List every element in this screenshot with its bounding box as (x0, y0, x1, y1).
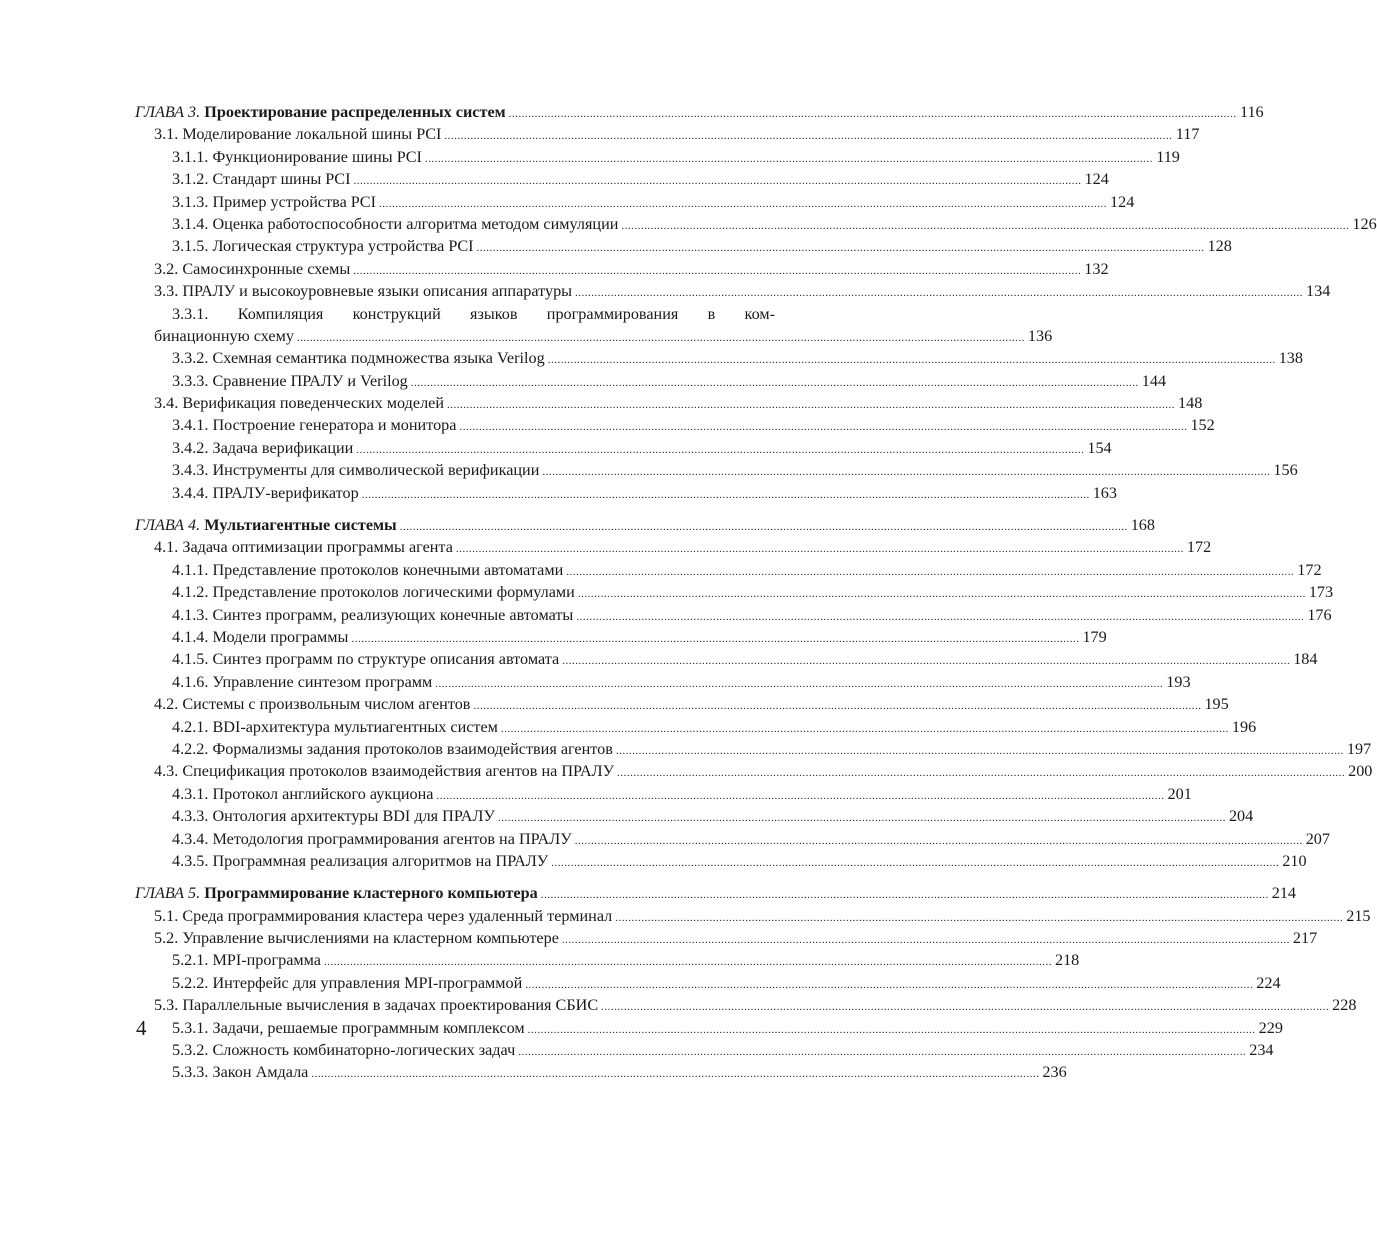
toc-entry-title: 5.3.2. Сложность комбинаторно-логических задач (172, 1041, 516, 1060)
toc-entry-page: 163 (1092, 483, 1117, 502)
toc-entry (135, 905, 1371, 927)
toc-entry-title: 3.1.5. Логическая структура устройства PCI (172, 237, 474, 256)
toc-entry-page: 172 (1186, 538, 1212, 557)
dot-leader (311, 1063, 1039, 1085)
toc-entry-title: 3.1.1. Функционирование шины PCI (172, 147, 422, 166)
toc-entry (135, 760, 1373, 782)
toc-entry-title: 3.1.2. Стандарт шины PCI (172, 170, 351, 189)
toc-entry-title-cont: бинационную схему (154, 326, 294, 345)
toc-entry-title: 5.2.2. Интерфейс для управления MPI-программой (172, 973, 523, 992)
toc-entry-title: 3.3.3. Сравнение ПРАЛУ и Verilog (172, 371, 408, 390)
toc-entry (135, 559, 1322, 581)
toc-entry-title: 4.1.1. Представление протоколов конечными автоматами (172, 560, 564, 579)
dot-leader (509, 103, 1237, 125)
toc-entry (135, 783, 1192, 805)
toc-entry-title: 4.2.1. BDI-архитектура мультиагентных систем (172, 717, 498, 736)
toc-entry-title: 4.1.5. Синтез программ по структуре описания автомата (172, 650, 560, 669)
dot-leader (411, 372, 1139, 394)
toc-entry-title: 4.1.2. Представление протоколов логическими формулами (172, 583, 575, 602)
toc-entry-page: 229 (1258, 1018, 1283, 1037)
toc-entry-page: 119 (1156, 147, 1180, 166)
toc-entry-page: 217 (1292, 929, 1318, 948)
toc-entry-page: 200 (1348, 762, 1373, 781)
toc-entry-page: 124 (1084, 170, 1109, 189)
toc-entry-title: 4.2. Системы с произвольным числом агентов (154, 695, 471, 714)
dot-leader (324, 951, 1052, 973)
toc-entry (135, 994, 1357, 1016)
toc-entry-title: 4.1.4. Модели программы (172, 627, 349, 646)
toc-entry (135, 604, 1332, 626)
toc-entry-title: 3.3. ПРАЛУ и высокоуровневые языки описания аппаратуры (154, 282, 573, 301)
toc-entry-title: 5.2.1. MPI-программа (172, 951, 321, 970)
dot-leader (621, 215, 1349, 237)
dot-leader (575, 282, 1303, 304)
toc-entry-page: 228 (1332, 996, 1357, 1015)
toc-entry-title: 3.3.1. Компиляция конструкций языков программирования в ком- (172, 304, 775, 323)
chapter-heading (135, 101, 506, 123)
toc-entry-page: 152 (1190, 416, 1215, 435)
dot-leader (447, 394, 1175, 416)
toc-entry (135, 146, 1180, 168)
toc-chapter-chapter4 (135, 514, 1155, 536)
toc-entry (135, 536, 1212, 558)
dot-leader (473, 695, 1201, 717)
dot-leader (351, 628, 1079, 650)
dot-leader (615, 907, 1343, 929)
toc-entry (135, 626, 1107, 648)
toc-entry-title: 5.3. Параллельные вычисления в задачах проектирования СБИС (154, 996, 599, 1015)
chapter-page: 214 (1271, 884, 1296, 903)
toc-entry (135, 1039, 1274, 1061)
toc-entry-continuation (135, 325, 1053, 347)
toc-entry-title: 3.4.2. Задача верификации (172, 438, 354, 457)
toc-entry-page: 134 (1306, 282, 1331, 301)
chapter-heading (135, 514, 397, 536)
dot-leader (525, 974, 1253, 996)
chapter-title: Мультиагентные системы (204, 516, 397, 535)
toc-entry (135, 168, 1109, 190)
dot-leader (562, 929, 1290, 951)
toc-entry-page: 176 (1307, 605, 1332, 624)
chapter-title: Программирование кластерного компьютера (204, 884, 538, 903)
toc-entry-page: 201 (1167, 784, 1192, 803)
dot-leader (425, 148, 1153, 170)
toc-entry-title: 4.3.3. Онтология архитектуры BDI для ПРАЛУ (172, 807, 495, 826)
toc-entry-title: 3.4.4. ПРАЛУ-верификатор (172, 483, 359, 502)
toc-entry (135, 648, 1318, 670)
toc-entry-page: 210 (1282, 851, 1307, 870)
toc-entry-title: 3.1.3. Пример устройства PCI (172, 192, 376, 211)
toc-entry-page: 224 (1256, 973, 1281, 992)
toc-entry (135, 693, 1229, 715)
toc-entry (135, 347, 1303, 369)
toc-entry-title: 4.3. Спецификация протоколов взаимодействия агентов на ПРАЛУ (154, 762, 615, 781)
toc-entry-page: 128 (1207, 237, 1232, 256)
toc-entry-page: 197 (1346, 739, 1372, 758)
toc-entry-title: 4.1. Задача оптимизации программы агента (154, 538, 453, 557)
dot-leader (400, 516, 1128, 538)
dot-leader (456, 538, 1184, 560)
toc-entry (135, 258, 1109, 280)
toc-entry-title: 4.3.4. Методология программирования агентов на ПРАЛУ (172, 829, 572, 848)
toc-entry-page: 195 (1204, 695, 1229, 714)
toc-entry (135, 738, 1372, 760)
toc-entry (135, 949, 1080, 971)
toc-entry-page: 218 (1054, 951, 1080, 970)
toc-entry-title: 3.3.2. Схемная семантика подмножества языка Verilog (172, 349, 545, 368)
toc-chapter-chapter5 (135, 882, 1296, 904)
toc-entry-title: 5.3.3. Закон Амдала (172, 1063, 309, 1082)
dot-leader (617, 762, 1345, 784)
toc-entry (135, 213, 1377, 235)
toc-entry-page: 215 (1346, 906, 1371, 925)
toc-entry (135, 280, 1331, 302)
toc-entry-page: 136 (1027, 326, 1053, 345)
toc-entry (135, 123, 1200, 145)
toc-chapter-chapter3 (135, 101, 1264, 123)
chapter-heading (135, 882, 538, 904)
toc-entry-title: 3.1. Моделирование локальной шины PCI (154, 125, 442, 144)
toc-entry-page: 156 (1273, 461, 1298, 480)
dot-leader (353, 260, 1081, 282)
toc-entry-page: 126 (1352, 214, 1377, 233)
dot-leader (548, 349, 1276, 371)
dot-leader (528, 1019, 1256, 1041)
dot-leader (601, 996, 1329, 1018)
toc-entry (135, 1061, 1067, 1083)
toc-entry (135, 303, 775, 325)
toc-entry (135, 581, 1334, 603)
toc-entry (135, 482, 1117, 504)
toc-entry-page: 179 (1082, 627, 1107, 646)
toc-entry (135, 850, 1307, 872)
toc-entry-title: 5.2. Управление вычислениями на кластерном компьютере (154, 929, 559, 948)
dot-leader (542, 461, 1270, 483)
table-of-contents (135, 101, 1377, 1084)
dot-leader (551, 852, 1279, 874)
toc-entry-title: 3.4.1. Построение генератора и монитора (172, 416, 457, 435)
dot-leader (379, 193, 1107, 215)
toc-entry-page: 132 (1084, 259, 1109, 278)
toc-entry (135, 1017, 1283, 1039)
toc-entry-page: 204 (1228, 807, 1254, 826)
page-number: 4 (136, 1016, 147, 1040)
dot-leader (435, 673, 1163, 695)
toc-entry-title: 3.4.3. Инструменты для символической верификации (172, 461, 540, 480)
toc-entry-page: 193 (1166, 672, 1191, 691)
toc-entry-page: 148 (1178, 394, 1203, 413)
toc-entry-title: 4.2.2. Формализмы задания протоколов взаимодействия агентов (172, 739, 613, 758)
toc-entry-page: 144 (1141, 371, 1167, 390)
chapter-title: Проектирование распределенных систем (204, 103, 506, 121)
dot-leader (576, 606, 1304, 628)
toc-entry (135, 437, 1112, 459)
toc-entry (135, 927, 1318, 949)
toc-entry-page: 172 (1297, 560, 1322, 579)
dot-leader (477, 237, 1205, 259)
toc-entry (135, 828, 1330, 850)
toc-entry-title: 4.3.5. Программная реализация алгоритмов на ПРАЛУ (172, 851, 549, 870)
dot-leader (578, 583, 1306, 605)
toc-entry (135, 414, 1215, 436)
chapter-page: 168 (1130, 516, 1155, 535)
dot-leader (616, 740, 1344, 762)
dot-leader (518, 1041, 1246, 1063)
toc-entry (135, 191, 1135, 213)
dot-leader (575, 830, 1303, 852)
toc-entry-page: 236 (1042, 1063, 1067, 1082)
toc-entry (135, 805, 1254, 827)
toc-entry-title: 4.1.3. Синтез программ, реализующих конечные автоматы (172, 605, 574, 624)
toc-entry-page: 173 (1308, 583, 1334, 602)
toc-entry-page: 234 (1249, 1041, 1274, 1060)
toc-entry (135, 459, 1298, 481)
dot-leader (354, 170, 1082, 192)
toc-entry (135, 392, 1203, 414)
dot-leader (362, 484, 1090, 506)
toc-entry-title: 4.3.1. Протокол английского аукциона (172, 784, 434, 803)
dot-leader (356, 439, 1084, 461)
toc-entry-page: 196 (1231, 717, 1257, 736)
toc-entry-page: 117 (1175, 125, 1200, 144)
toc-entry-title: 3.1.4. Оценка работоспособности алгоритма методом симуляции (172, 214, 619, 233)
dot-leader (541, 884, 1269, 906)
toc-entry-page: 184 (1293, 650, 1318, 669)
toc-entry (135, 972, 1281, 994)
chapter-label: ГЛАВА 5. (135, 884, 201, 903)
toc-entry-title: 5.1. Среда программирования кластера через удаленный терминал (154, 906, 613, 925)
toc-entry-title: 3.4. Верификация поведенческих моделей (154, 394, 444, 413)
dot-leader (444, 125, 1172, 147)
toc-entry (135, 370, 1167, 392)
chapter-label: ГЛАВА 3. (135, 103, 201, 121)
toc-entry-title: 3.2. Самосинхронные схемы (154, 259, 351, 278)
dot-leader (566, 561, 1294, 583)
toc-entry (135, 716, 1257, 738)
toc-entry-page: 207 (1305, 829, 1330, 848)
toc-entry-title: 4.1.6. Управление синтезом программ (172, 672, 433, 691)
dot-leader (501, 718, 1229, 740)
dot-leader (498, 807, 1226, 829)
dot-leader (562, 650, 1290, 672)
chapter-label: ГЛАВА 4. (135, 516, 201, 535)
dot-leader (297, 327, 1025, 349)
chapter-page: 116 (1239, 103, 1264, 121)
dot-leader (437, 785, 1165, 807)
toc-entry-page: 138 (1278, 349, 1303, 368)
toc-entry (135, 671, 1191, 693)
toc-entry-page: 124 (1110, 192, 1135, 211)
toc-entry (135, 235, 1232, 257)
dot-leader (459, 416, 1187, 438)
toc-entry-page: 154 (1087, 438, 1112, 457)
toc-entry-title: 5.3.1. Задачи, решаемые программным комплексом (172, 1018, 525, 1037)
